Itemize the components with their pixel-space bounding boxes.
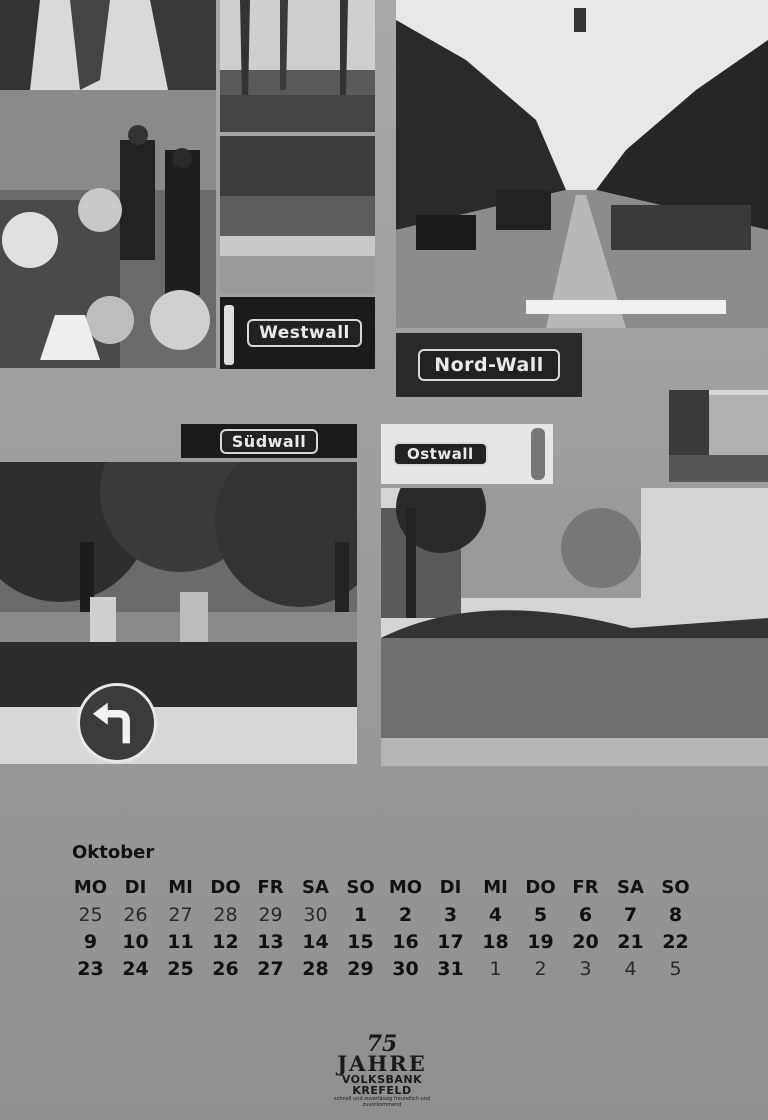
day-cell: 1 [489, 957, 502, 980]
day-cell: 3 [443, 903, 458, 926]
logo-slogan: schnell und zuverlässig freundlich und zuvorkommend [333, 1096, 431, 1108]
weekday-label: DI [124, 877, 147, 898]
nordwall-street-photo [396, 0, 768, 328]
day-cell: 29 [347, 957, 374, 980]
day-cell: 31 [437, 957, 464, 980]
weekday-label: DO [210, 877, 241, 898]
logo-bank-line1: VOLKSBANK [341, 1073, 423, 1086]
logo-bank-line2: KREFELD [352, 1084, 412, 1097]
weekday-label: DO [525, 877, 556, 898]
month-title: Oktober [72, 842, 155, 863]
day-cell: 25 [167, 957, 194, 980]
day-cell: 1 [353, 903, 368, 926]
day-cell: 2 [398, 903, 413, 926]
day-cell: 3 [579, 957, 592, 980]
day-cell: 16 [392, 930, 419, 953]
westwall-sign-label: Westwall [247, 319, 362, 347]
ostwall-park-photo [381, 488, 768, 766]
avenue-photo [220, 0, 375, 132]
weekday-label: MO [388, 877, 423, 898]
day-cell: 4 [488, 903, 503, 926]
weekday-row [68, 874, 698, 901]
ostwall-sign [381, 424, 553, 484]
day-cell: 26 [212, 957, 239, 980]
week-row [68, 955, 698, 982]
day-cell: 25 [78, 903, 103, 926]
market-photo [0, 0, 216, 368]
suedwall-sign [181, 424, 357, 458]
day-cell: 11 [167, 930, 194, 953]
weekday-label: SA [302, 877, 329, 898]
street-scene-photo [220, 136, 375, 294]
day-cell: 23 [77, 957, 104, 980]
building-photo [669, 390, 768, 482]
day-cell: 28 [213, 903, 238, 926]
day-cell: 4 [624, 957, 637, 980]
logo-jahre: JAHRE [337, 1051, 427, 1076]
day-cell: 30 [303, 903, 328, 926]
calendar-grid [68, 874, 698, 982]
day-cell: 2 [534, 957, 547, 980]
day-cell: 27 [168, 903, 193, 926]
suedwall-park-photo [0, 462, 357, 764]
volksbank-logo [330, 1031, 434, 1108]
day-cell: 20 [572, 930, 599, 953]
day-cell: 28 [302, 957, 329, 980]
weekday-label: MI [168, 877, 193, 898]
day-cell: 29 [258, 903, 283, 926]
day-cell: 22 [662, 930, 689, 953]
day-cell: 10 [122, 930, 149, 953]
weekday-label: DI [439, 877, 462, 898]
nordwall-sign [396, 333, 582, 397]
day-cell: 19 [527, 930, 554, 953]
week-row [68, 901, 698, 928]
day-cell: 9 [83, 930, 98, 953]
day-cell: 26 [123, 903, 148, 926]
westwall-sign [220, 297, 375, 369]
day-cell: 24 [122, 957, 149, 980]
weekday-label: MI [483, 877, 508, 898]
day-cell: 17 [437, 930, 464, 953]
day-cell: 7 [623, 903, 638, 926]
day-cell: 15 [347, 930, 374, 953]
weekday-label: SA [617, 877, 644, 898]
weekday-label: SO [346, 877, 375, 898]
day-cell: 6 [578, 903, 593, 926]
weekday-label: MO [73, 877, 108, 898]
suedwall-sign-label: Südwall [220, 429, 318, 454]
logo-number: 75 [366, 1031, 398, 1057]
day-cell: 5 [533, 903, 548, 926]
day-cell: 18 [482, 930, 509, 953]
day-cell: 21 [617, 930, 644, 953]
day-cell: 14 [302, 930, 329, 953]
week-row [68, 928, 698, 955]
weekday-label: FR [257, 877, 284, 898]
day-cell: 13 [257, 930, 284, 953]
day-cell: 12 [212, 930, 239, 953]
weekday-label: SO [661, 877, 690, 898]
ostwall-sign-label: Ostwall [393, 442, 488, 466]
day-cell: 8 [668, 903, 683, 926]
nordwall-sign-label: Nord-Wall [418, 349, 560, 381]
day-cell: 5 [669, 957, 682, 980]
day-cell: 30 [392, 957, 419, 980]
day-cell: 27 [257, 957, 284, 980]
turn-left-sign-icon [77, 683, 157, 763]
weekday-label: FR [572, 877, 599, 898]
